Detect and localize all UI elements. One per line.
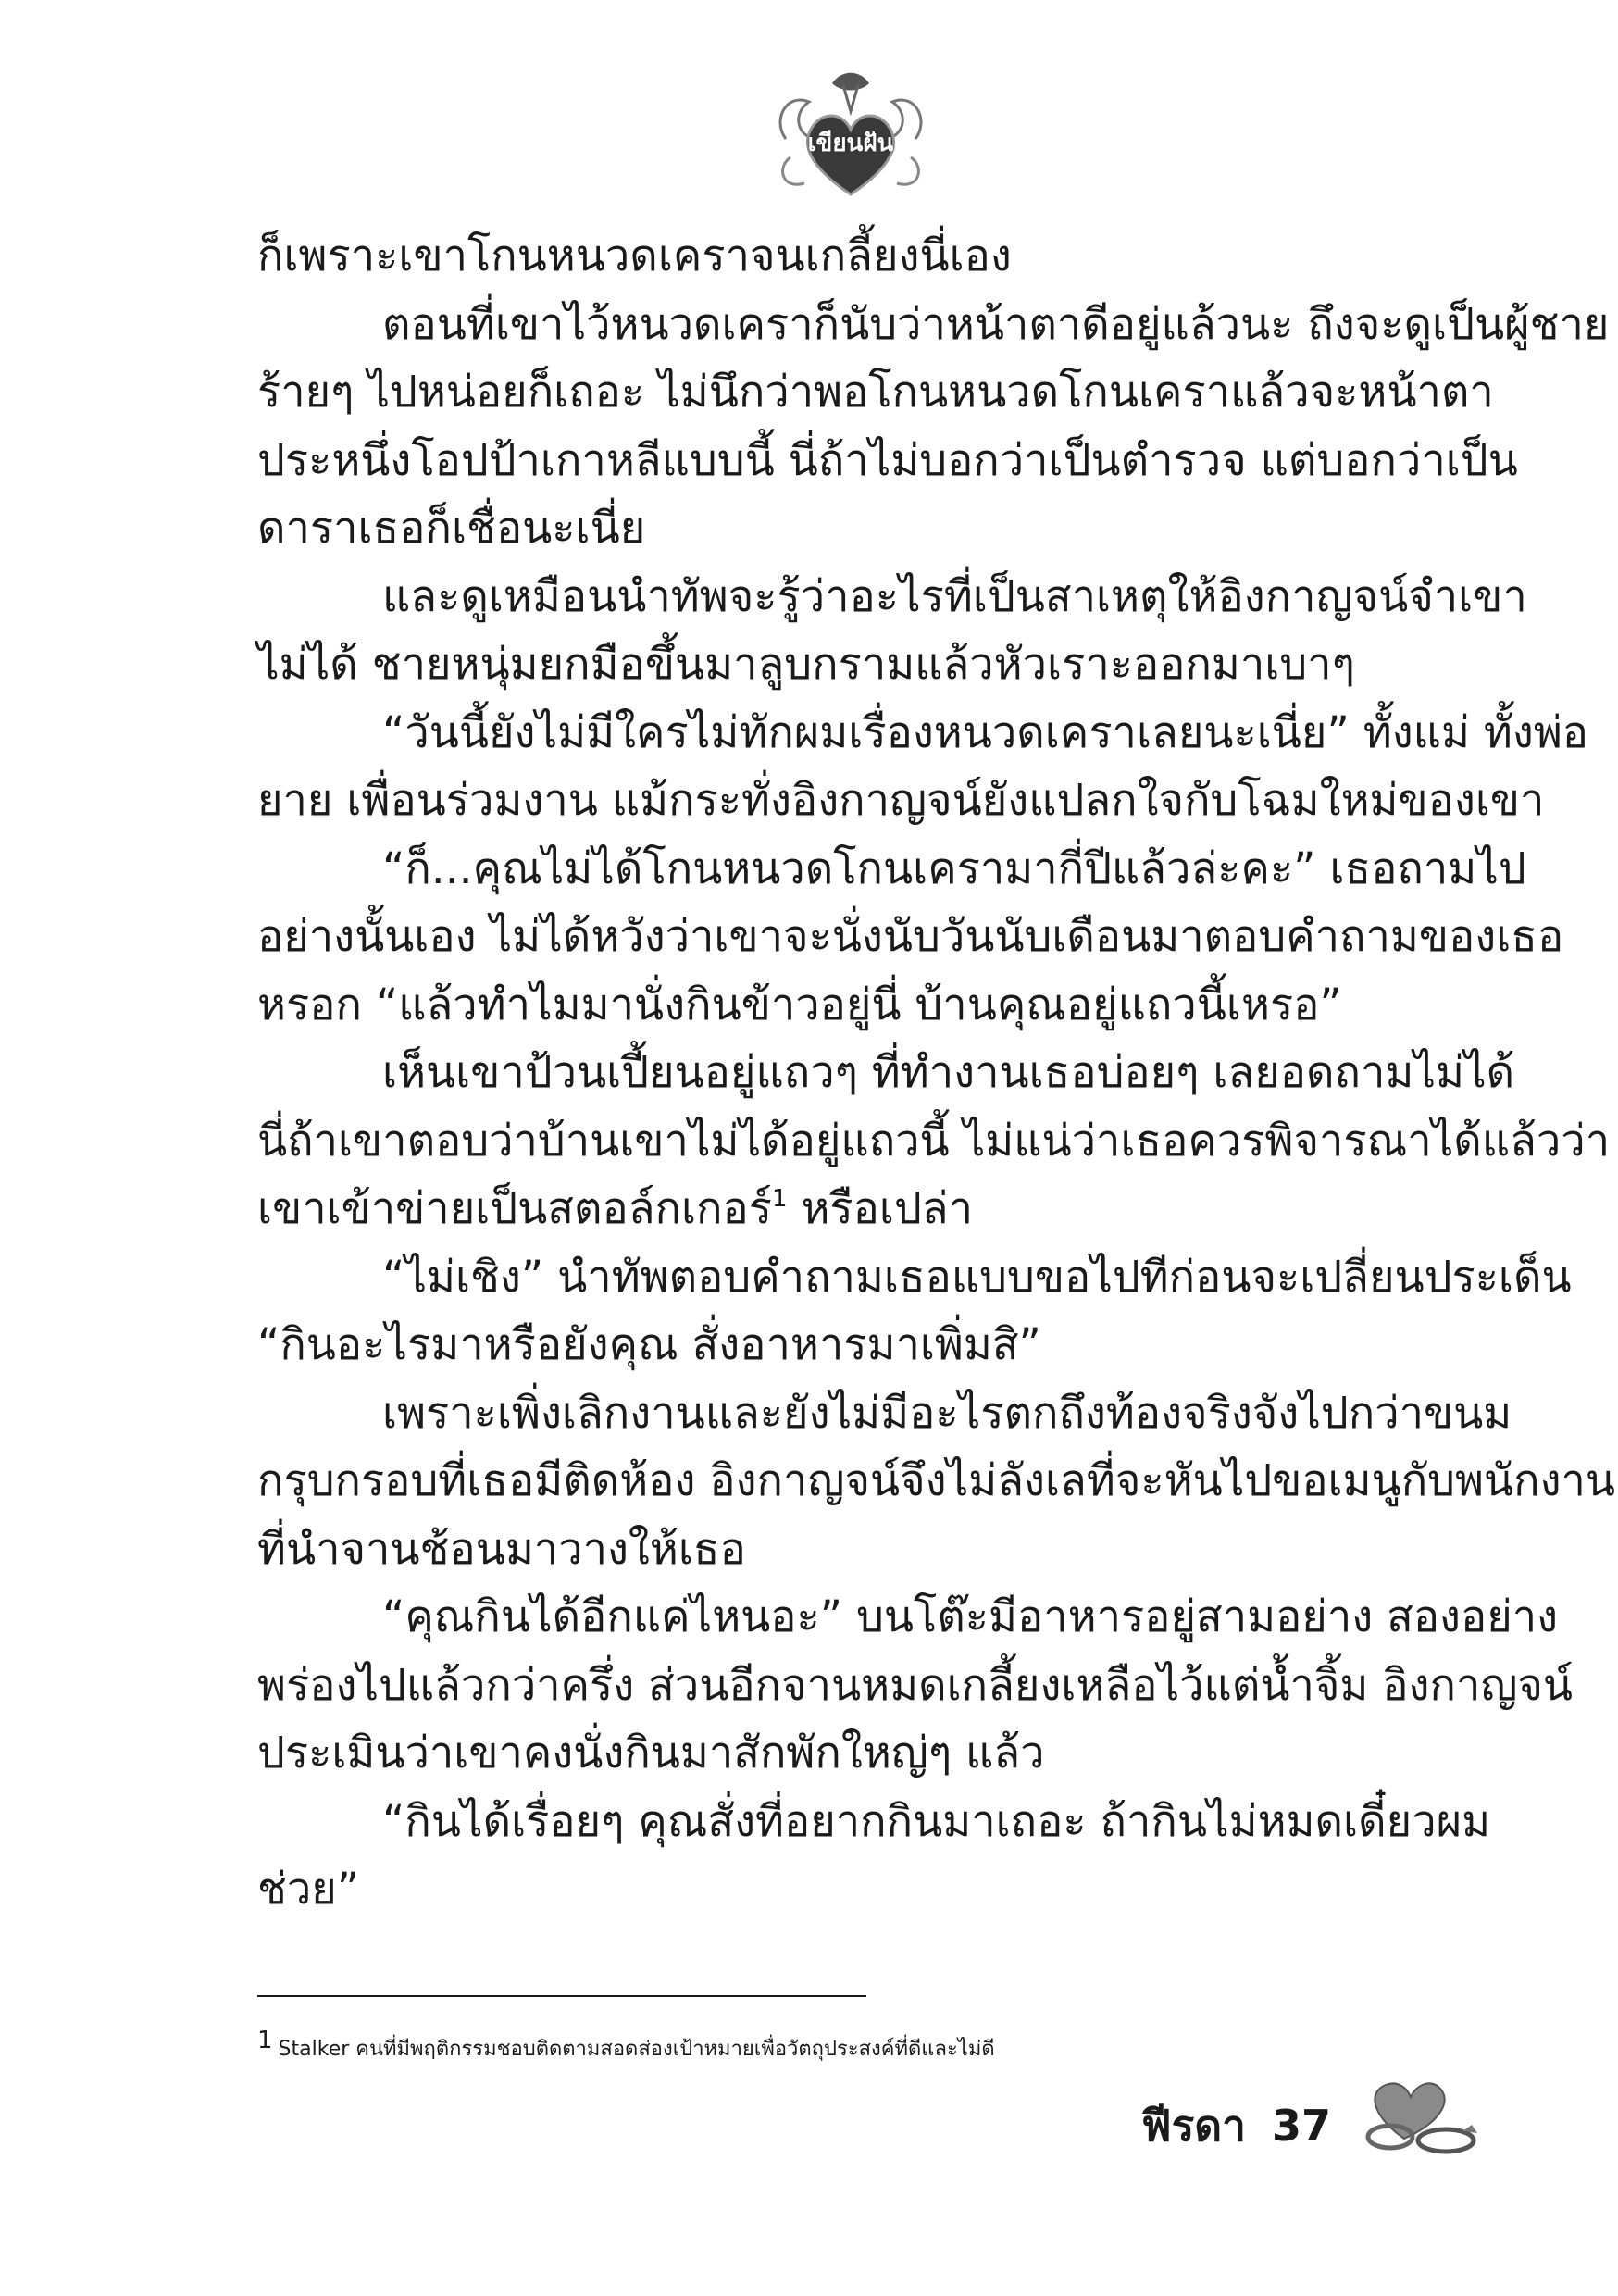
body-text	[257, 222, 1616, 1924]
emblem-text: เขียนฝัน	[807, 130, 894, 157]
line-text: ดาราเธอก็เชื่อนะเนี่ย	[257, 503, 646, 554]
text-line	[257, 1447, 1616, 1516]
page-footer	[1141, 2092, 1331, 2160]
line-text: กรุบกรอบที่เธอมีติดห้อง อิงกาญจน์จึงไม่ลังเลที่จะหันไปขอเมนูกับพนักงาน	[257, 1455, 1616, 1506]
text-line	[257, 699, 1589, 767]
line-text: เพราะเพิ่งเลิกงานและยังไม่มีอะไรตกถึงท้องจริงจังไปกว่าขนม	[382, 1387, 1512, 1439]
line-text: “คุณกินได้อีกแค่ไหนอะ” บนโต๊ะมีอาหารอยู่สามอย่าง สองอย่าง	[382, 1591, 1559, 1642]
line-text: ไม่ได้ ชายหนุ่มยกมือขึ้นมาลูบกรามแล้วหัวเราะออกมาเบาๆ	[257, 639, 1355, 690]
text-line	[257, 1855, 1461, 1924]
line-text: ประเมินว่าเขาคงนั่งกินมาสักพักใหญ่ๆ แล้ว	[257, 1728, 1045, 1778]
line-text: ยาย เพื่อนร่วมงาน แม้กระทั่งอิงกาญจน์ยังแปลกใจกับโฉมใหม่ของเขา	[257, 775, 1545, 826]
text-line	[257, 1379, 1512, 1448]
line-text: เขาเข้าข่ายเป็นสตอล์กเกอร์	[257, 1183, 772, 1234]
text-line	[257, 1652, 1574, 1720]
footnote-marker: 1	[771, 1185, 788, 1213]
line-text: ช่วย”	[257, 1864, 360, 1915]
line-text: หรอก “แล้วทำไมมานั่งกินข้าวอยู่นี่ บ้านคุณอยู่แถวนี้เหรอ”	[257, 979, 1342, 1030]
text-line	[257, 903, 1564, 971]
text-line	[257, 835, 1526, 904]
line-text: ก็เพราะเขาโกนหนวดเคราจนเกลี้ยงนี่เอง	[257, 231, 1012, 281]
text-line	[257, 1719, 1461, 1788]
footnote-text: Stalker คนที่มีพฤติกรรมชอบติดตามสอดส่องเป้าหมายเพื่อวัตถุประสงค์ที่ดีและไม่ดี	[278, 2038, 995, 2061]
text-line	[257, 1583, 1559, 1652]
text-line	[257, 563, 1527, 631]
line-text: “ไม่เชิง” นำทัพตอบคำถามเธอแบบขอไปทีก่อนจะเปลี่ยนประเด็น	[382, 1251, 1572, 1303]
text-line	[257, 1516, 1461, 1584]
text-line	[257, 358, 1494, 427]
text-line	[257, 427, 1518, 495]
line-text: ที่นำจานช้อนมาวางให้เธอ	[257, 1523, 746, 1575]
text-line	[257, 630, 1461, 699]
header-emblem	[767, 65, 934, 204]
text-line	[257, 291, 1610, 359]
text-line	[257, 971, 1461, 1040]
footnote-rule	[257, 1995, 866, 1997]
footnote-number: 1	[257, 2027, 273, 2054]
text-line	[257, 1107, 1611, 1176]
line-text: “วันนี้ยังไม่มีใครไม่ทักผมเรื่องหนวดเคราเลยนะเนี่ย” ทั้งแม่ ทั้งพ่อ	[382, 706, 1589, 758]
line-text: พร่องไปแล้วกว่าครึ่ง ส่วนอีกจานหมดเกลี้ยงเหลือไว้แต่น้ำจิ้ม อิงกาญจน์	[257, 1659, 1574, 1711]
text-line	[257, 767, 1545, 835]
text-line	[257, 1175, 1461, 1243]
line-text: “กินได้เรื่อยๆ คุณสั่งที่อยากกินมาเถอะ ถ้ากินไม่หมดเดี๋ยวผม	[382, 1795, 1491, 1847]
line-text: “กินอะไรมาหรือยังคุณ สั่งอาหารมาเพิ่มสิ”	[257, 1319, 1041, 1370]
line-text-after: หรือเปล่า	[787, 1183, 973, 1234]
line-text: เห็นเขาป้วนเปี้ยนอยู่แถวๆ ที่ทำงานเธอบ่อยๆ เลยอดถามไม่ได้	[382, 1047, 1515, 1098]
line-text: นี่ถ้าเขาตอบว่าบ้านเขาไม่ได้อยู่แถวนี้ ไม่แน่ว่าเธอควรพิจารณาได้แล้วว่า	[257, 1115, 1611, 1167]
text-line	[257, 1311, 1461, 1379]
footnote	[257, 2027, 995, 2065]
line-text: “ก็...คุณไม่ได้โกนหนวดโกนเครามากี่ปีแล้วล่ะคะ” เธอถามไป	[382, 842, 1526, 894]
line-text: อย่างนั้นเอง ไม่ได้หวังว่าเขาจะนั่งนับวันนับเดือนมาตอบคำถามของเธอ	[257, 911, 1564, 962]
page-number: 37	[1271, 2101, 1331, 2151]
line-text: ตอนที่เขาไว้หนวดเคราก็นับว่าหน้าตาดีอยู่แล้วนะ ถึงจะดูเป็นผู้ชาย	[382, 298, 1610, 350]
text-line	[257, 494, 1461, 563]
text-line	[257, 222, 1461, 291]
heart-rings-icon	[1353, 2074, 1492, 2166]
line-text: ร้ายๆ ไปหน่อยก็เถอะ ไม่นึกว่าพอโกนหนวดโกนเคราแล้วจะหน้าตา	[257, 367, 1494, 418]
text-line	[257, 1039, 1515, 1107]
book-title: ฟีรดา	[1141, 2101, 1246, 2151]
line-text: ประหนึ่งโอปป้าเกาหลีแบบนี้ นี่ถ้าไม่บอกว่าเป็นตำรวจ แต่บอกว่าเป็น	[257, 434, 1518, 486]
line-text: และดูเหมือนนำทัพจะรู้ว่าอะไรที่เป็นสาเหตุให้อิงกาญจน์จำเขา	[382, 570, 1527, 622]
text-line	[257, 1788, 1491, 1856]
text-line	[257, 1243, 1572, 1312]
